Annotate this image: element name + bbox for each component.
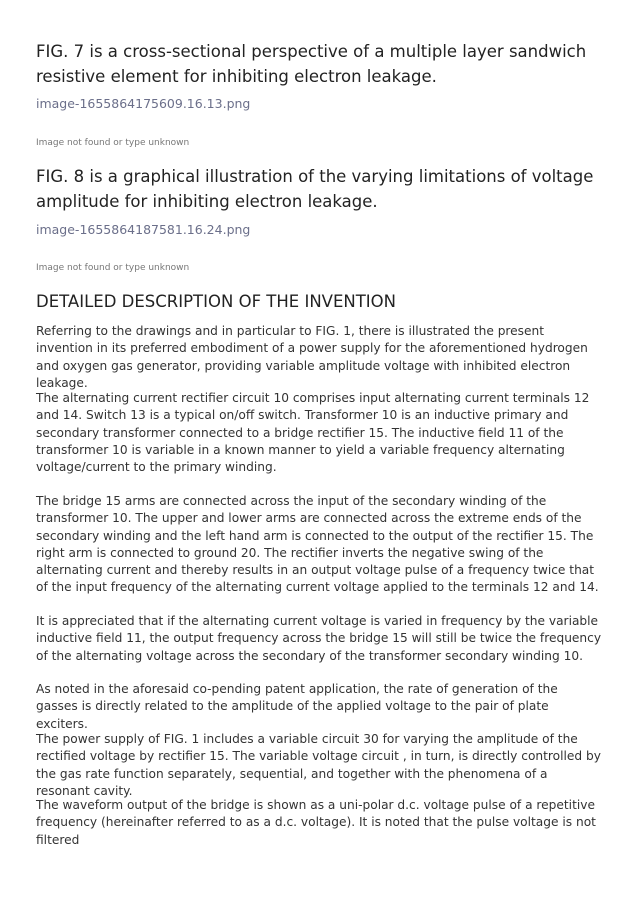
body-paragraph: It is appreciated that if the alternating current voltage is varied in frequency by the variable inductive field 11, the output frequency across the bridge 15 will still be twice the frequency of the alternating voltage across the secondary of the transformer secondary winding 10. xyxy=(36,614,602,663)
body-paragraph: The power supply of FIG. 1 includes a variable circuit 30 for varying the amplitude of the rectified voltage by rectifier 15. The variable voltage circuit , in turn, is directly controlled by the gas rate function separately, sequential, and together with the phenomena of a resonant cavity. xyxy=(36,732,601,798)
body-paragraph: As noted in the aforesaid co-pending patent application, the rate of generation of the gasses is directly related to the amplitude of the applied voltage to the pair of plate exciters. xyxy=(36,682,558,731)
body-paragraph: The alternating current rectifier circuit 10 comprises input alternating current terminals 12 and 14. Switch 13 is a typical on/off switch. Transformer 10 is an inductive primary and secondary transformer connected to a bridge rectifier 15. The inductive field 11 of the transformer 10 is variable in a known manner to yield a variable frequency alternating voltage/current to the primary winding. xyxy=(36,391,590,475)
figure-image-link[interactable]: image-1655864175609.16.13.png xyxy=(36,96,251,111)
figure-caption: FIG. 7 is a cross-sectional perspective of a multiple layer sandwich resistive element for inhibiting electron leakage. xyxy=(36,42,587,86)
body-paragraph: The waveform output of the bridge is shown as a uni-polar d.c. voltage pulse of a repetitive frequency (hereinafter referred to as a d.c. voltage). It is noted that the pulse voltage is not filtered xyxy=(36,798,596,847)
body-paragraph: Referring to the drawings and in particular to FIG. 1, there is illustrated the present invention in its preferred embodiment of a power supply for the aforementioned hydrogen and oxygen gas generator, providing variable amplitude voltage with inhibited electron leakage. xyxy=(36,324,588,390)
image-missing-text: Image not found or type unknown xyxy=(36,138,190,148)
figure-caption: FIG. 8 is a graphical illustration of the varying limitations of voltage amplitude for inhibiting electron leakage. xyxy=(36,167,594,211)
section-heading: DETAILED DESCRIPTION OF THE INVENTION xyxy=(36,292,396,311)
body-paragraph: The bridge 15 arms are connected across the input of the secondary winding of the transformer 10. The upper and lower arms are connected across the extreme ends of the secondary winding and the left hand arm is connected to the output of the rectifier 15. The right arm is connected to ground 20. The rectifier inverts the negative swing of the alternating current and thereby results in an output voltage pulse of a frequency twice that of the input frequency of the alternating current voltage applied to the terminals 12 and 14. xyxy=(36,494,599,595)
image-missing-text: Image not found or type unknown xyxy=(36,263,190,273)
figure-image-link[interactable]: image-1655864187581.16.24.png xyxy=(36,222,251,237)
